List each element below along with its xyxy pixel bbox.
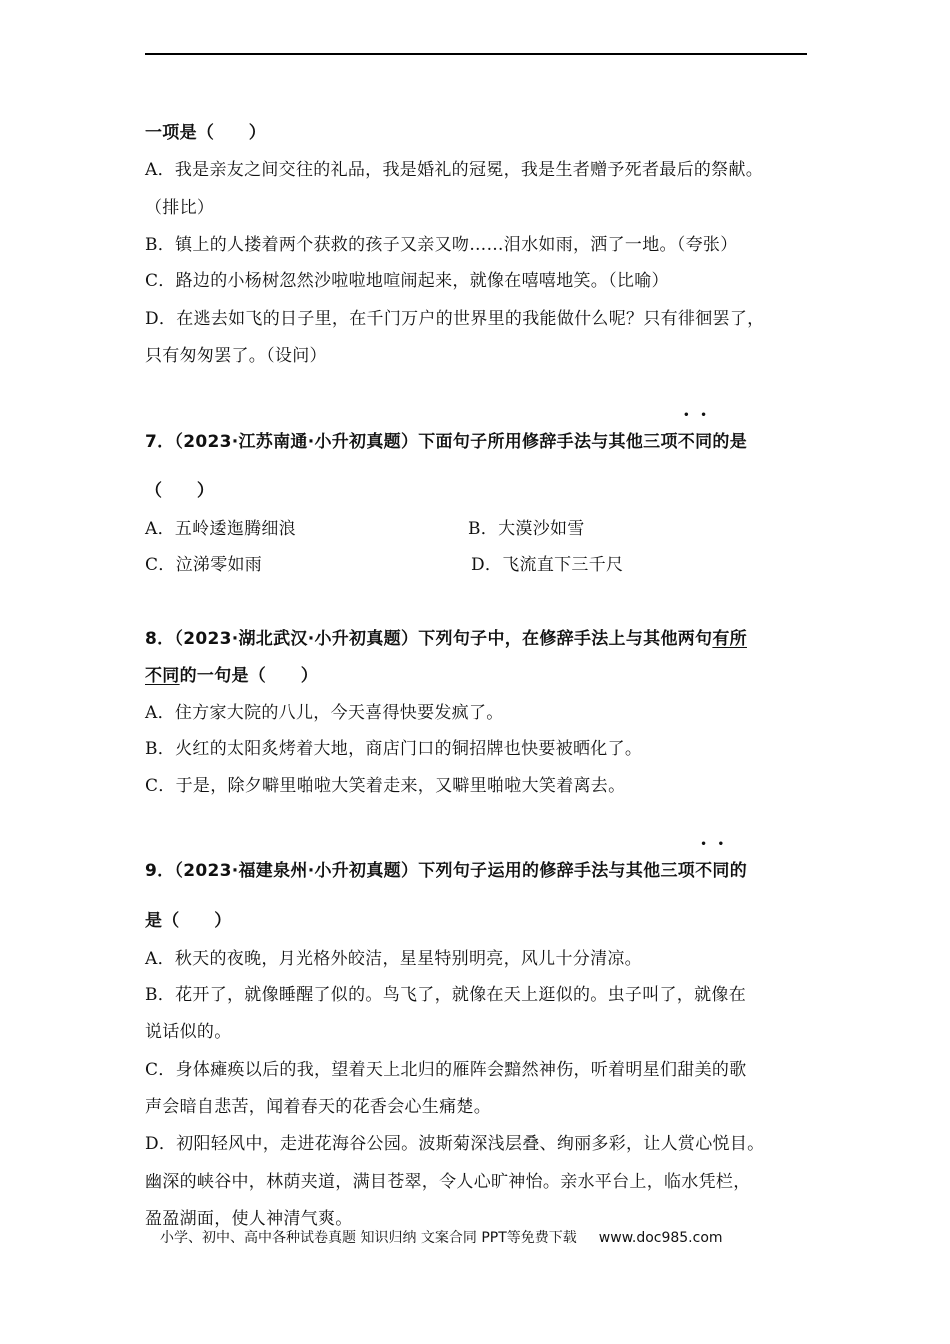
q8-underline-1: 有所 — [712, 629, 747, 649]
q9-stem-post: 的 — [729, 861, 747, 881]
q9-option-c-cont: 声会暗自悲苦，闻着春天的花香会心生痛楚。 — [145, 1097, 491, 1117]
q9-option-c: C．身体瘫痪以后的我，望着天上北归的雁阵会黯然神伤，听着明星们甜美的歌 — [145, 1060, 747, 1080]
q7-option-b: B．大漠沙如雪 — [468, 519, 585, 539]
q9-option-d-cont-2: 盈盈湖面，使人神清气爽。 — [145, 1209, 353, 1229]
page-footer — [160, 1227, 723, 1247]
q9-stem — [145, 856, 747, 881]
footer-text: 小学、初中、高中各种试卷真题 知识归纳 文案合同 PPT等免费下载 — [160, 1230, 577, 1246]
q8-stem-post: 的一句是（ ） — [179, 666, 319, 686]
q9-stem-pre: 9．（2023·福建泉州·小升初真题）下列句子运用的修辞手法与其他三项 — [145, 861, 696, 881]
footer-url[interactable]: www.doc985.com — [598, 1230, 723, 1246]
q8-option-c: C．于是，除夕噼里啪啦大笑着走来，又噼里啪啦大笑着离去。 — [145, 776, 626, 796]
q8-stem-cont — [145, 661, 318, 686]
q6-option-b: B．镇上的人搂着两个获救的孩子又亲又吻……泪水如雨，洒了一地。（夸张） — [145, 235, 738, 255]
q9-emphasis-1: 不 — [695, 861, 713, 881]
header-rule — [145, 53, 807, 55]
q7-emphasis-1: 不 — [677, 432, 696, 452]
q6-option-c: C．路边的小杨树忽然沙啦啦地喧闹起来，就像在嘻嘻地笑。（比喻） — [145, 271, 669, 291]
q7-stem-pre: 7．（2023·江苏南通·小升初真题）下面句子所用修辞手法与其他三项 — [145, 432, 678, 452]
q7-stem — [145, 427, 747, 452]
q7-option-a: A．五岭逶迤腾细浪 — [145, 519, 296, 539]
q8-option-a: A．住方家大院的八儿，今天喜得快要发疯了。 — [145, 703, 504, 723]
q6-option-d: D．在逃去如飞的日子里，在千门万户的世界里的我能做什么呢？只有徘徊罢了， — [145, 309, 765, 329]
q8-option-b: B．火红的太阳炙烤着大地，商店门口的铜招牌也快要被晒化了。 — [145, 739, 643, 759]
q6-option-a: A．我是亲友之间交往的礼品，我是婚礼的冠冕，我是生者赠予死者最后的祭献。 — [145, 160, 764, 180]
q9-option-a: A．秋天的夜晚，月光格外皎洁，星星特别明亮，风儿十分清凉。 — [145, 949, 642, 969]
q7-paren: （ ） — [145, 481, 215, 501]
q9-option-d: D．初阳轻风中，走进花海谷公园。波斯菊深浅层叠、绚丽多彩，让人赏心悦目。 — [145, 1134, 765, 1154]
q6-option-d-cont: 只有匆匆罢了。（设问） — [145, 346, 327, 366]
q8-underline-2: 不同 — [145, 666, 180, 686]
q7-option-d: D．飞流直下三千尺 — [471, 555, 624, 575]
q7-stem-post: 的是 — [712, 432, 747, 452]
q6-stem-end: 一项是（ ） — [145, 123, 267, 143]
q8-stem-pre: 8．（2023·湖北武汉·小升初真题）下列句子中，在修辞手法上与其他两句 — [145, 629, 713, 649]
q7-option-c: C．泣涕零如雨 — [145, 555, 263, 575]
q9-option-b-cont: 说话似的。 — [145, 1022, 232, 1042]
q6-option-a-cont: （排比） — [145, 198, 215, 218]
q9-emphasis-2: 同 — [712, 861, 730, 881]
q9-option-b: B．花开了，就像睡醒了似的。鸟飞了，就像在天上逛似的。虫子叫了，就像在 — [145, 985, 746, 1005]
q7-emphasis-2: 同 — [695, 432, 713, 452]
q9-option-d-cont-1: 幽深的峡谷中，林荫夹道，满目苍翠，令人心旷神怡。亲水平台上，临水凭栏， — [145, 1172, 751, 1192]
q8-stem — [145, 624, 747, 649]
q9-stem-end: 是（ ） — [145, 911, 232, 931]
